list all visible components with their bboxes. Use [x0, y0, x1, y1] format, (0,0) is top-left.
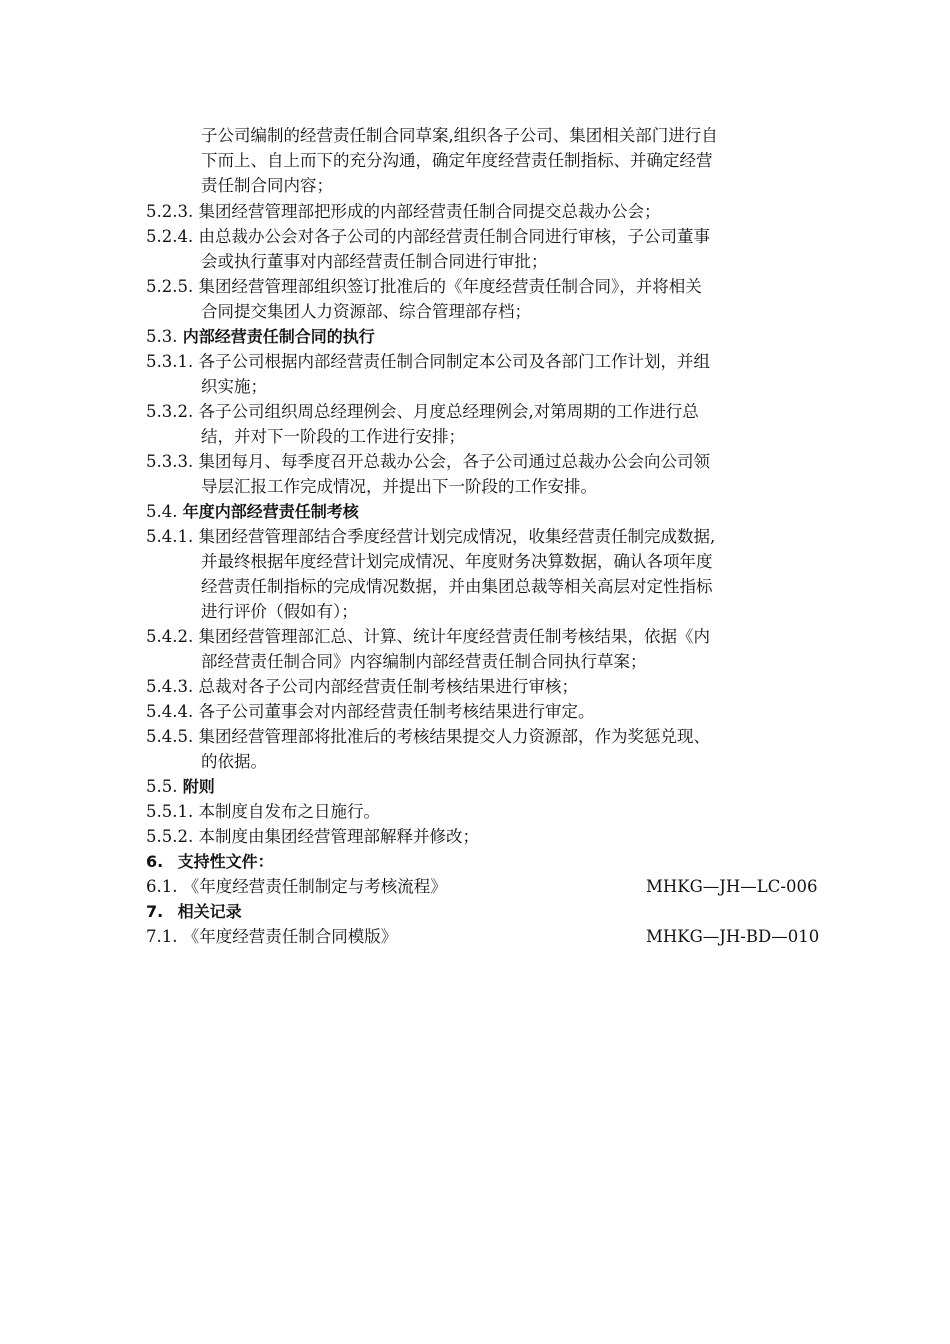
section-number: 6. [146, 852, 164, 871]
clause-5-3-1 [146, 349, 816, 375]
document-code: MHKG—JH—LC-006 [646, 877, 818, 896]
clause-text: 各子公司董事会对内部经营责任制考核结果进行审定。 [198, 702, 595, 721]
clause-text: 集团经营管理部组织签订批准后的《年度经营责任制合同》，并将相关 [198, 277, 702, 296]
clause-5-3-2 [146, 399, 816, 425]
item-number: 6.1. [146, 877, 178, 896]
clause-continuation: 织实施； [201, 377, 267, 396]
clause-5-5-1 [146, 799, 816, 825]
clause-text: 集团每月、每季度召开总裁办公会，各子公司通过总裁办公会向公司领 [198, 452, 710, 471]
section-heading-5-3 [146, 324, 816, 350]
clause-text: 集团经营管理部把形成的内部经营责任制合同提交总裁办公会； [198, 202, 661, 221]
clause-text: 集团经营管理部汇总、计算、统计年度经营责任制考核结果，依据《内 [198, 627, 710, 646]
clause-continuation: 进行评价（假如有）； [201, 602, 358, 621]
clause-5-4-2 [146, 624, 816, 650]
section-title: 支持性文件： [177, 852, 274, 871]
section-heading-5-4 [146, 499, 816, 525]
clause-number: 5.5.1. [146, 802, 194, 821]
clause-text: 集团经营管理部结合季度经营计划完成情况，收集经营责任制完成数据, [198, 527, 716, 546]
clause-number: 5.3.1. [146, 352, 194, 371]
clause-number: 5.4.4. [146, 702, 194, 721]
clause-number: 5.4.3. [146, 677, 194, 696]
clause-number: 5.2.5. [146, 277, 194, 296]
section-title: 相关记录 [177, 902, 242, 921]
related-record-row [146, 924, 820, 950]
clause-continuation: 部经营责任制合同》内容编制内部经营责任制合同执行草案； [201, 652, 647, 671]
paragraph-line: 下而上、自上而下的充分沟通，确定年度经营责任制指标、并确定经营 [201, 151, 713, 170]
clause-5-3-3 [146, 449, 816, 475]
clause-number: 5.3.3. [146, 452, 194, 471]
clause-continuation: 合同提交集团人力资源部、综合管理部存档； [201, 302, 531, 321]
clause-5-4-5 [146, 724, 816, 750]
clause-continuation: 的依据。 [201, 752, 267, 771]
clause-text: 由总裁办公会对各子公司的内部经营责任制合同进行审核，子公司董事 [198, 227, 710, 246]
paragraph-line: 责任制合同内容； [201, 176, 333, 195]
clause-continuation: 结，并对下一阶段的工作进行安排； [201, 427, 465, 446]
document-code: MHKG—JH-BD—010 [646, 927, 820, 946]
clause-text: 各子公司根据内部经营责任制合同制定本公司及各部门工作计划，并组 [198, 352, 710, 371]
clause-number: 5.3.2. [146, 402, 194, 421]
section-number: 5.5. [146, 777, 178, 796]
clause-text: 本制度由集团经营管理部解释并修改； [198, 827, 479, 846]
clause-number: 5.4.2. [146, 627, 194, 646]
supporting-document-row [146, 874, 816, 900]
clause-5-4-1 [146, 524, 816, 550]
section-heading-6 [146, 849, 816, 875]
section-title: 附则 [182, 777, 215, 796]
clause-continuation: 经营责任制指标的完成情况数据，并由集团总裁等相关高层对定性指标 [201, 577, 713, 596]
clause-text: 本制度自发布之日施行。 [198, 802, 380, 821]
clause-number: 5.2.4. [146, 227, 194, 246]
clause-number: 5.2.3. [146, 202, 194, 221]
clause-continuation: 导层汇报工作完成情况，并提出下一阶段的工作安排。 [201, 477, 597, 496]
clause-continuation: 会或执行董事对内部经营责任制合同进行审批； [201, 252, 548, 271]
section-heading-7 [146, 899, 816, 925]
clause-5-4-3 [146, 674, 816, 700]
clause-5-2-3 [146, 199, 816, 225]
document-title: 《年度经营责任制制定与考核流程》 [182, 877, 447, 896]
section-number: 5.3. [146, 327, 178, 346]
clause-5-5-2 [146, 824, 816, 850]
clause-5-2-4 [146, 224, 816, 250]
clause-number: 5.4.1. [146, 527, 194, 546]
clause-5-4-4 [146, 699, 816, 725]
section-number: 7. [146, 902, 164, 921]
clause-continuation: 并最终根据年度经营计划完成情况、年度财务决算数据，确认各项年度 [201, 552, 713, 571]
section-heading-5-5 [146, 774, 816, 800]
paragraph-line: 子公司编制的经营责任制合同草案,组织各子公司、集团相关部门进行自 [201, 126, 718, 145]
clause-text: 各子公司组织周总经理例会、月度总经理例会,对第周期的工作进行总 [198, 402, 699, 421]
clause-number: 5.4.5. [146, 727, 194, 746]
section-title: 内部经营责任制合同的执行 [182, 327, 375, 346]
document-title: 《年度经营责任制合同模版》 [182, 927, 398, 946]
item-number: 7.1. [146, 927, 178, 946]
clause-number: 5.5.2. [146, 827, 194, 846]
clause-text: 集团经营管理部将批准后的考核结果提交人力资源部，作为奖惩兑现、 [198, 727, 710, 746]
clause-5-2-5 [146, 274, 816, 300]
clause-text: 总裁对各子公司内部经营责任制考核结果进行审核； [198, 677, 578, 696]
section-number: 5.4. [146, 502, 178, 521]
section-title: 年度内部经营责任制考核 [182, 502, 359, 521]
